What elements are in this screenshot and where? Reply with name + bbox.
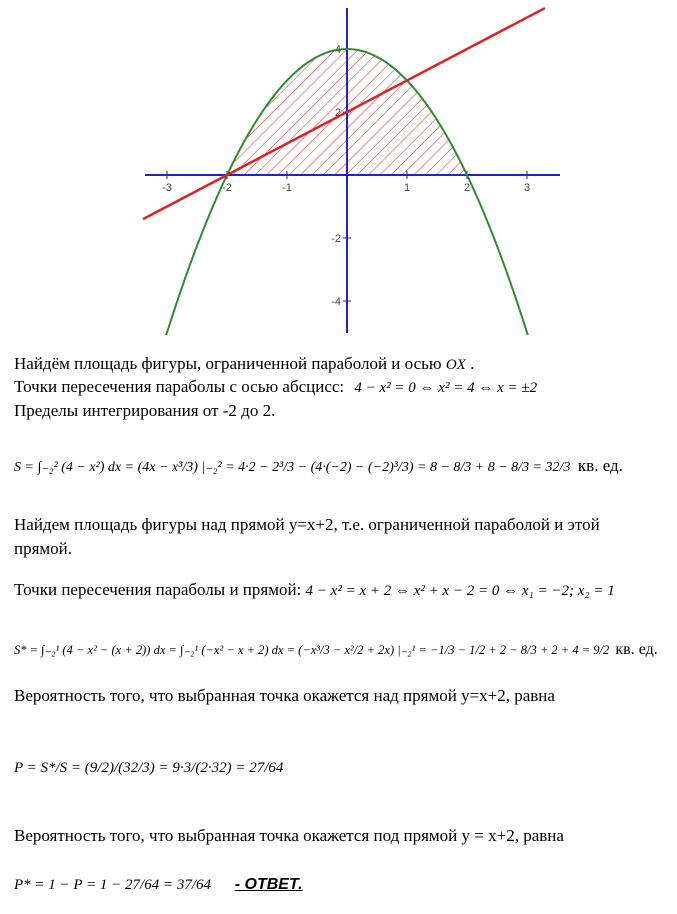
text-line-2 (14, 377, 537, 398)
text-line-1 (14, 354, 474, 375)
x-tick-label: -1 (282, 182, 292, 194)
formula-intersection: 4 − x² = x + 2 ⇔ x² + x − 2 = 0 ⇔ x₁ = −2; x₂ = 1 (305, 583, 615, 599)
text-line-7: Вероятность того, что выбранная точка окажется под прямой y = x+2, равна (14, 826, 564, 845)
unit-s2: кв. ед. (615, 641, 658, 658)
text-line-4b: прямой. (14, 539, 73, 558)
x-tick-label: -2 (222, 182, 232, 194)
text-l5: Точки пересечения параболы и прямой: (14, 580, 302, 599)
line-y-x-plus-2 (143, 8, 545, 219)
x-tick-label: -3 (162, 182, 172, 194)
x-tick-label: 3 (523, 182, 531, 194)
formula-area-s: S = ∫₋₂² (4 − x²) dx = (4x − x³/3) |₋₂² = 4·2 − 2³/3 − (4·(−2) − (−2)³/3) = 8 − 8/3 + 8 − 8/3 = 32/3 (14, 460, 571, 475)
answer-label: - ОТВЕТ. (234, 876, 303, 893)
x-tick-label: 2 (463, 182, 471, 194)
x-tick-label: 1 (403, 182, 411, 194)
text-l1-end: . (470, 354, 475, 373)
text-line-3: Пределы интегрирования от -2 до 2. (14, 401, 276, 420)
unit-s: кв. ед. (577, 456, 623, 475)
y-tick-label: 2 (334, 107, 341, 119)
text-line-6: Вероятность того, что выбранная точка окажется над прямой y=x+2, равна (14, 686, 555, 705)
y-tick-label: -4 (331, 296, 341, 308)
function-graph (0, 0, 677, 340)
formula-probability: P = S*/S = (9/2)/(32/3) = 9·3/(2·32) = 27/64 (14, 760, 284, 776)
area-s2-line (14, 641, 658, 659)
axis-label-ox: OX (445, 357, 466, 373)
text-l2: Точки пересечения параболы с осью абсцисс: (14, 377, 345, 396)
formula-area-s2: S* = ∫₋₂¹ (4 − x² − (x + 2)) dx = ∫₋₂¹ (−x² − x + 2) dx = (−x³/3 − x²/2 + 2x) |₋₂¹ = −1/3 − 1/2 + 2 − 8/3 + 2 + 4 = 9/2 (14, 643, 610, 657)
formula-roots: 4 − x² = 0 ⇔ x² = 4 ⇔ x = ±2 (354, 380, 538, 396)
area-s-line (14, 456, 623, 476)
y-tick-label: -2 (331, 233, 341, 245)
final-line (14, 876, 303, 894)
y-tick-label: 4 (334, 44, 341, 56)
text-line-4a: Найдем площадь фигуры над прямой y=x+2, т.е. ограниченной параболой и этой (14, 515, 600, 534)
text-l1: Найдём площадь фигуры, ограниченной параболой и осью (14, 354, 442, 373)
formula-complement: P* = 1 − P = 1 − 27/64 = 37/64 (14, 877, 211, 893)
text-line-5 (14, 580, 615, 601)
